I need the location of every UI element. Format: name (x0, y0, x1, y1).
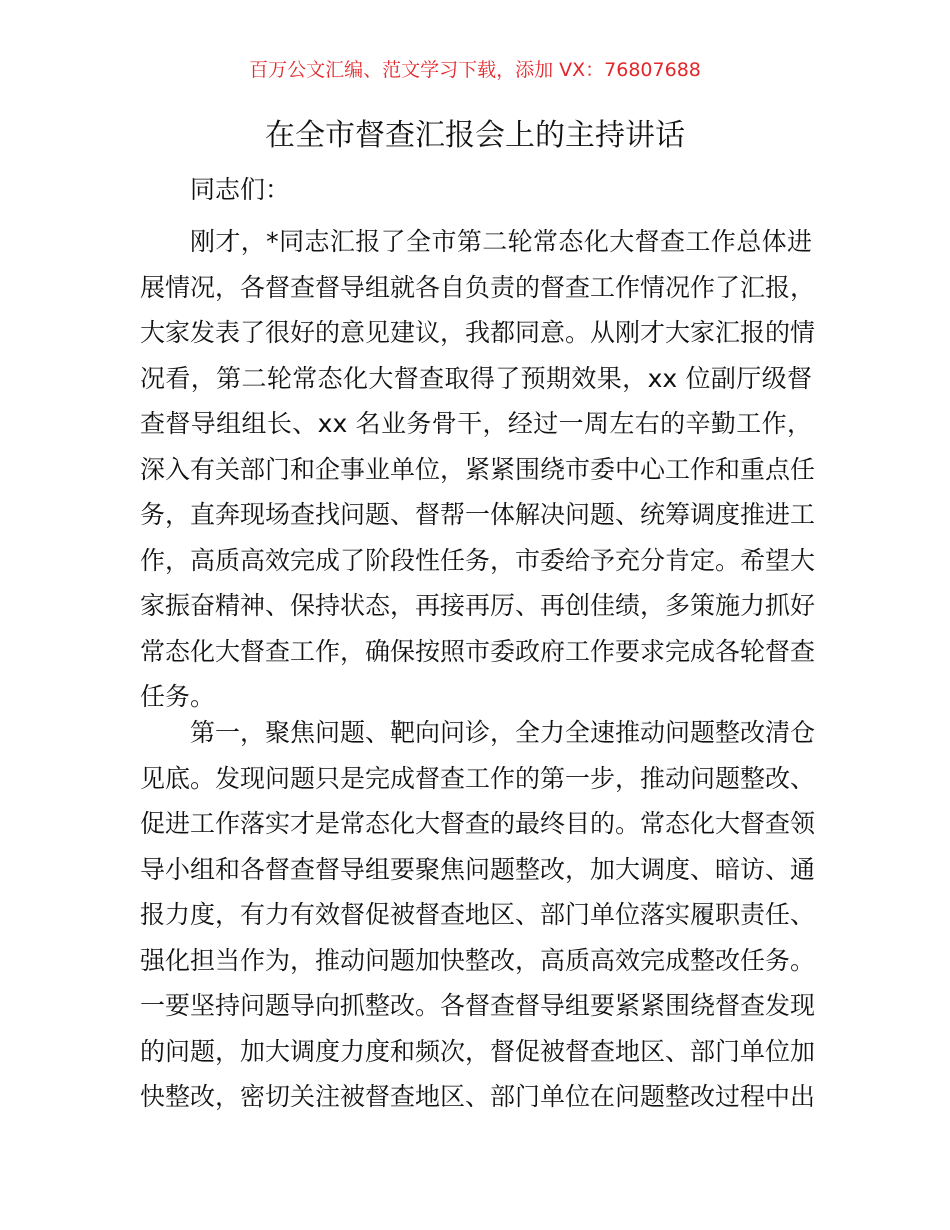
paragraph-1 (140, 219, 816, 720)
text-line: 刚才，*同志汇报了全市第二轮常态化大督查工作总体进 (190, 227, 812, 256)
text-line: 家振奋精神、保持状态，再接再厉、再创佳绩，多策施力抓好 (140, 591, 816, 620)
text-line: 大家发表了很好的意见建议，我都同意。从刚才大家汇报的情 (140, 318, 816, 347)
text-line: 务，直奔现场查找问题、督帮一体解决问题、统筹调度推进工 (140, 500, 816, 529)
text-line: 的问题，加大调度力度和频次，督促被督查地区、部门单位加 (140, 1036, 816, 1066)
text-line: 导小组和各督查督导组要聚焦问题整改，加大调度、暗访、通 (140, 854, 816, 884)
text-line: 促进工作落实才是常态化大督查的最终目的。常态化大督查领 (140, 809, 816, 838)
text-line: 一要坚持问题导向抓整改。各督查督导组要紧紧围绕督查发现 (140, 991, 816, 1020)
text-line: 报力度，有力有效督促被督查地区、部门单位落实履职责任、 (140, 900, 816, 929)
text-line: 作，高质高效完成了阶段性任务，市委给予充分肯定。希望大 (140, 545, 816, 575)
text-line: 查督导组组长、xx 名业务骨干，经过一周左右的辛勤工作， (140, 409, 812, 438)
text-line: 第一，聚焦问题、靶向问诊，全力全速推动问题整改清仓 (190, 718, 816, 747)
text-line: 展情况，各督查督导组就各自负责的督查工作情况作了汇报， (140, 272, 816, 302)
document-title: 在全市督查汇报会上的主持讲话 (265, 118, 685, 153)
text-line: 见底。发现问题只是完成督查工作的第一步，推动问题整改、 (140, 763, 816, 793)
text-line: 深入有关部门和企事业单位，紧紧围绕市委中心工作和重点任 (140, 454, 816, 484)
greeting: 同志们： (190, 175, 291, 204)
paragraph-2 (140, 710, 816, 1120)
text-line: 强化担当作为，推动问题加快整改，高质高效完成整改任务。 (140, 945, 816, 975)
text-line: 任务。 (140, 682, 216, 711)
watermark-banner: 百万公文汇编、范文学习下载，添加 VX：76807688 (249, 59, 701, 81)
text-line: 常态化大督查工作，确保按照市委政府工作要求完成各轮督查 (140, 636, 816, 666)
text-line: 况看，第二轮常态化大督查取得了预期效果，xx 位副厅级督 (140, 363, 812, 393)
text-line: 快整改，密切关注被督查地区、部门单位在问题整改过程中出 (140, 1082, 816, 1111)
